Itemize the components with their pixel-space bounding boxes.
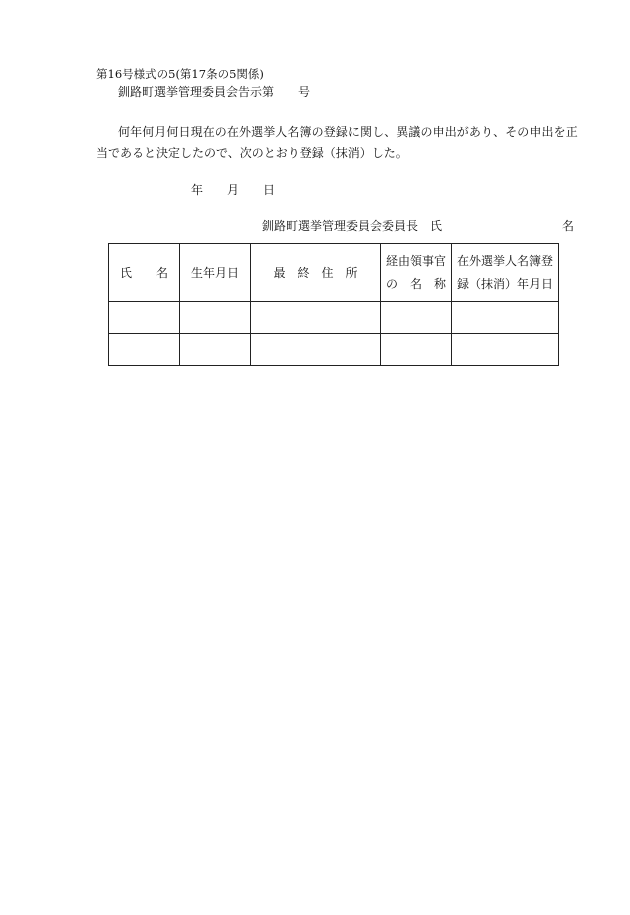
table-cell [452,334,559,366]
body-text-line-1: 何年何月何日現在の在外選挙人名簿の登録に関し、異議の申出があり、その申出を正 [118,125,578,139]
table-cell [180,334,251,366]
header-consulate-name [381,244,452,302]
header-last-address: 最 終 住 所 [251,244,381,302]
header-birth-date: 生年月日 [180,244,251,302]
registration-table [108,243,559,366]
notice-title: 釧路町選挙管理委員会告示第 号 [118,85,311,99]
table-cell [109,334,180,366]
table-row [109,334,559,366]
table-cell [381,334,452,366]
table-cell [452,302,559,334]
header-registration-line-2: 録（抹消）年月日 [456,276,553,291]
table-cell [109,302,180,334]
table-row [109,302,559,334]
header-consulate-line-2: の 名 称 [385,276,446,291]
header-name: 氏 名 [109,244,180,302]
table-cell [251,302,381,334]
table-cell [180,302,251,334]
table-cell [381,302,452,334]
header-registration-date [452,244,559,302]
body-text-line-2: 当であると決定したので、次のとおり登録（抹消）した。 [96,146,408,160]
table-cell [251,334,381,366]
header-consulate-line-1: 経由領事官 [385,253,446,268]
date-line: 年 月 日 [191,183,276,197]
signature-line: 釧路町選挙管理委員会委員長 氏 名 [262,219,575,233]
table-header-row [109,244,559,302]
header-registration-line-1: 在外選挙人名簿登 [456,253,553,268]
form-number: 第16号様式の5(第17条の5関係) [96,67,264,81]
